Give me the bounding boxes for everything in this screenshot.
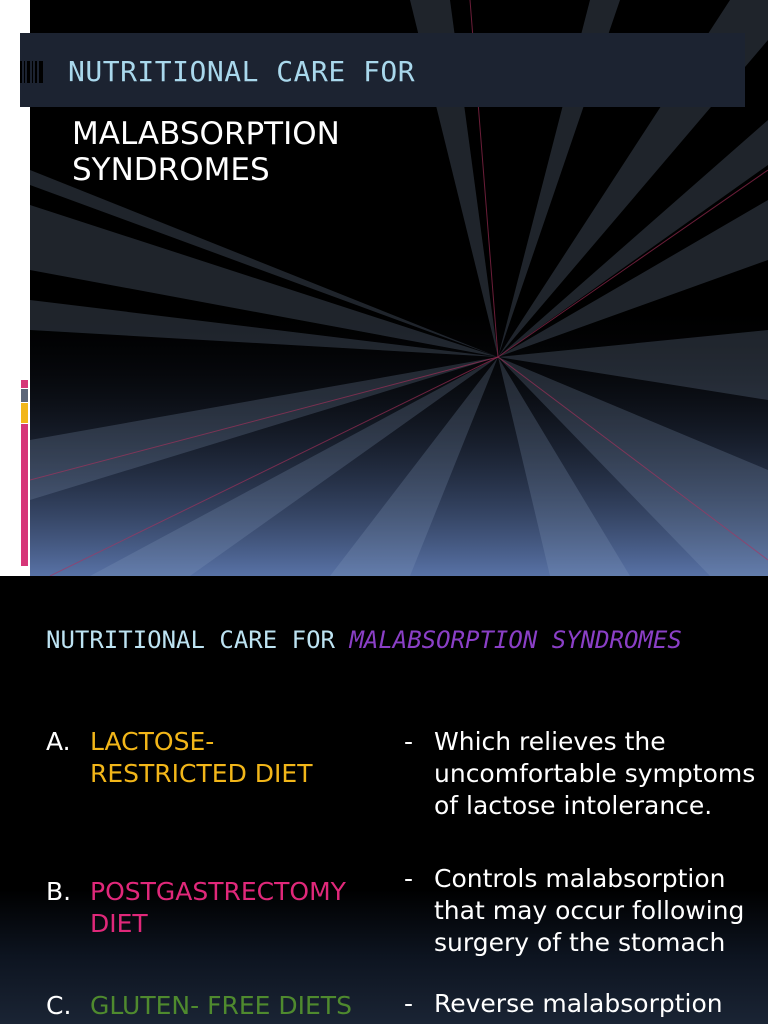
item-description: Reverse malabsorption [434, 989, 723, 1018]
item-dash: - [404, 989, 414, 1018]
title-bar [20, 33, 745, 107]
item-dash: - [404, 864, 414, 893]
accent-strip [21, 380, 28, 566]
accent-pink-block [21, 380, 28, 388]
item-label: LACTOSE- RESTRICTED DIET [90, 727, 313, 788]
item-description: Which relieves the uncomfortable symptoms of lactose intolerance. [434, 727, 756, 820]
slide-1-title: NUTRITIONAL CARE FOR [68, 55, 416, 88]
accent-yellow-block [21, 403, 28, 423]
slide-2-title-part2: MALABSORPTION SYNDROMES [349, 626, 682, 654]
slide-1-subtitle: MALABSORPTION SYNDROMES [72, 116, 340, 188]
item-letter: C. [46, 991, 72, 1020]
slide-2-title-part1: NUTRITIONAL CARE FOR [46, 626, 350, 654]
item-letter: B. [46, 877, 72, 906]
accent-pink-bar [21, 424, 28, 566]
item-letter: A. [46, 727, 71, 756]
item-label: POSTGASTRECTOMY DIET [90, 877, 346, 938]
barcode-decoration-icon [20, 61, 46, 83]
slide-2 [0, 576, 768, 1024]
item-description: Controls malabsorption that may occur following surgery of the stomach [434, 864, 745, 957]
slide-2-title [46, 626, 682, 654]
item-dash: - [404, 727, 414, 756]
item-label: GLUTEN- FREE DIETS [90, 991, 352, 1020]
accent-gray-block [21, 389, 28, 402]
